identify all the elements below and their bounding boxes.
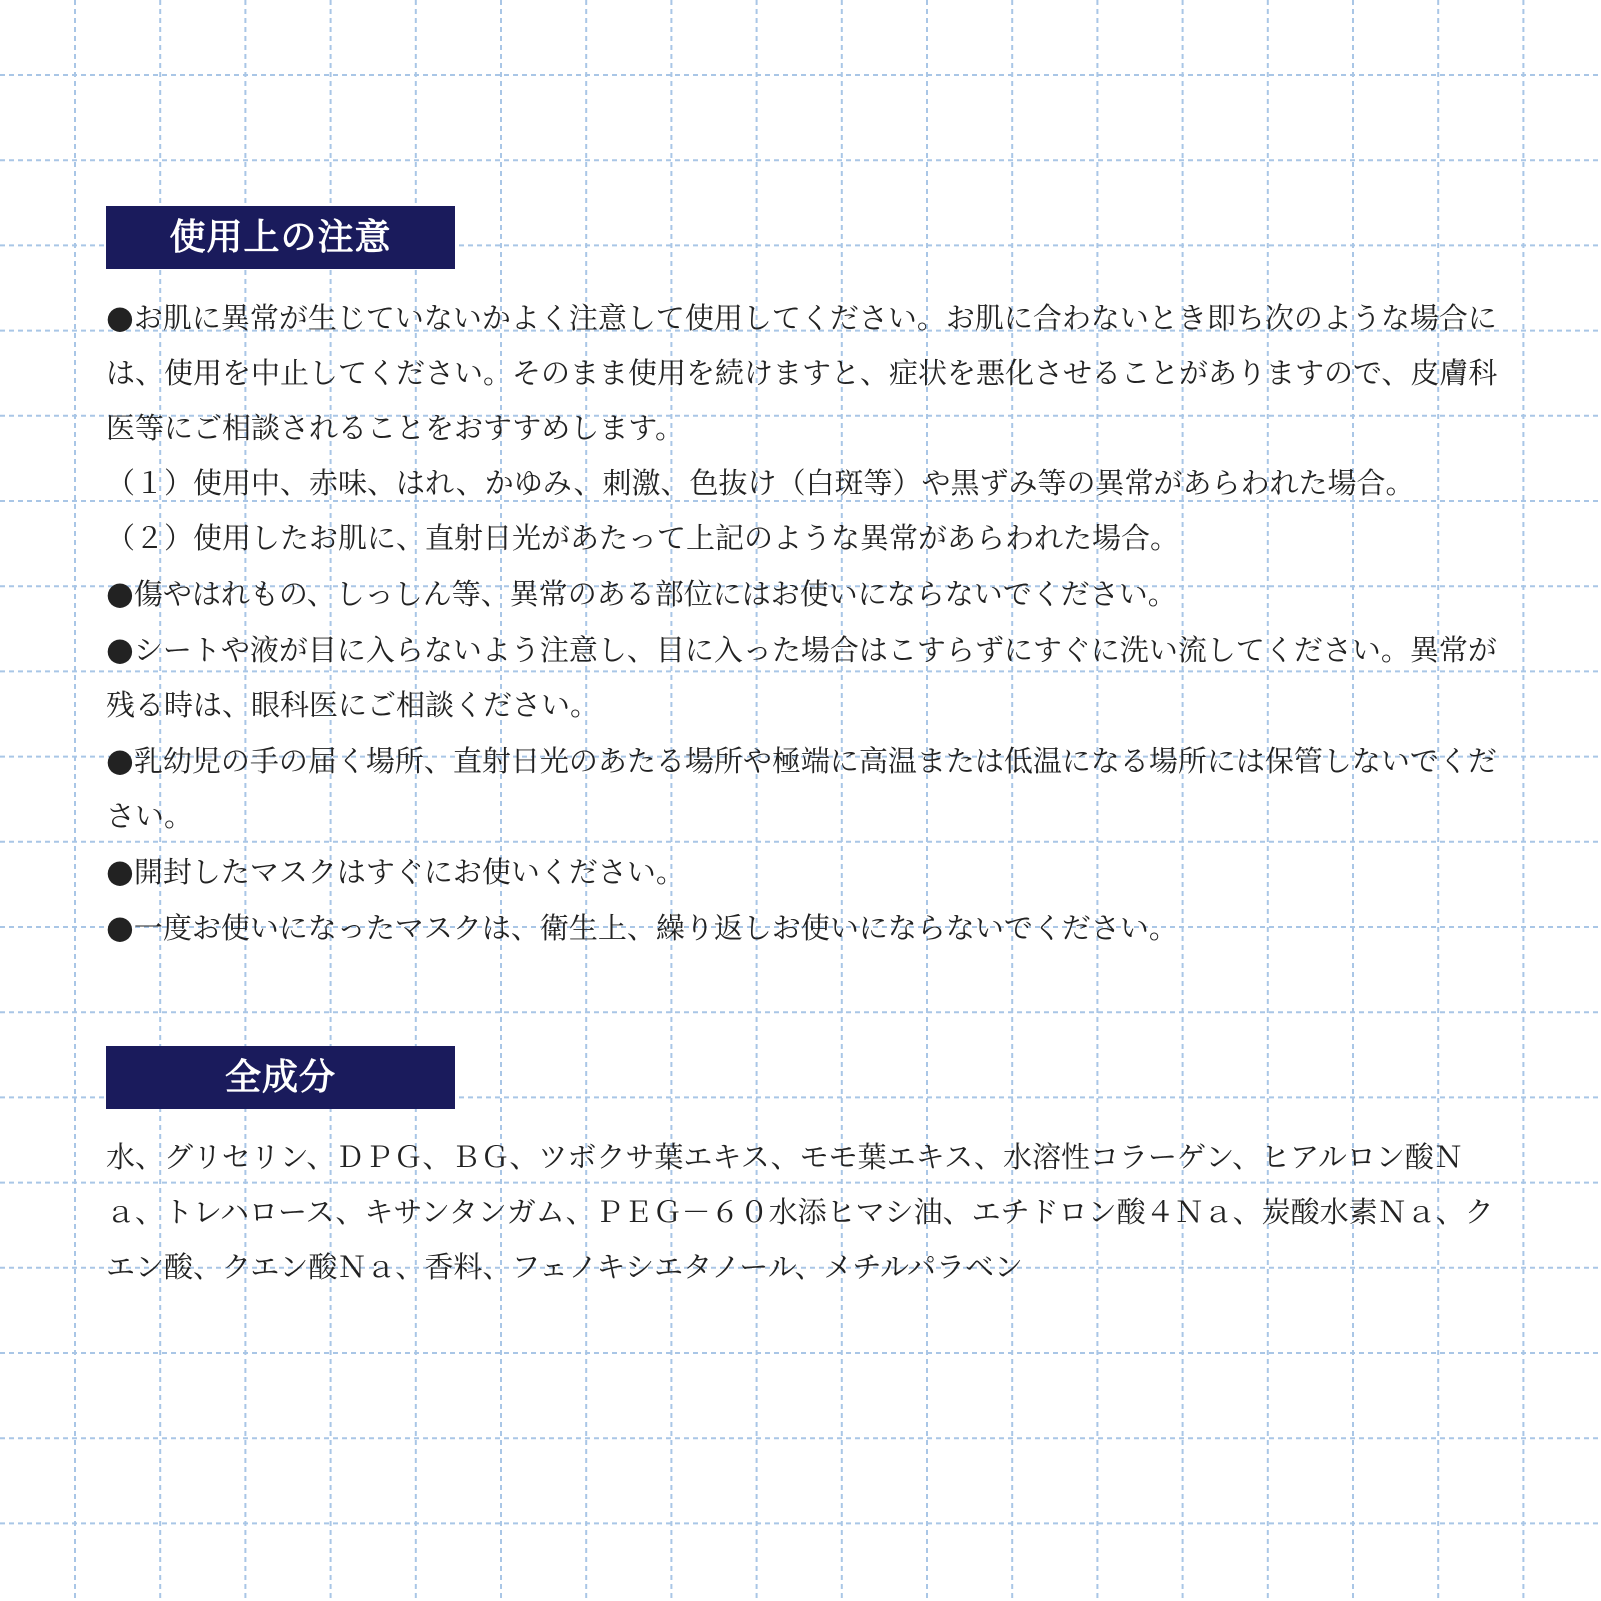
bullet-icon: ● [106,630,134,668]
precaution-text: 開封したマスクはすぐにお使いください。 [133,855,685,889]
precaution-item [106,622,1501,733]
ingredients-list [106,1130,1501,1295]
precaution-text: 傷やはれもの、しっしん等、異常のある部位にはお使いにならないでください。 [133,577,1177,611]
precaution-item [106,900,1501,956]
precaution-text: （１）使用中、赤味、はれ、かゆみ、刺激、色抜け（白斑等）や黒ずみ等の異常があらわれた場合。 [106,466,1415,500]
precaution-item [106,733,1501,844]
precaution-text: 乳幼児の手の届く場所、直射日光のあたる場所や極端に高温または低温になる場所には保管しないでください。 [106,744,1497,833]
precaution-text: シートや液が目に入らないよう注意し、目に入った場合はこすらずにすぐに洗い流してください。異常が残る時は、眼科医にご相談ください。 [106,633,1497,722]
precaution-subitem [106,511,1501,566]
bullet-icon: ● [106,298,134,336]
bullet-icon: ● [106,741,134,779]
precautions-title: 使用上の注意 [106,206,455,269]
precaution-subitem [106,456,1501,511]
precaution-item [106,566,1501,622]
ingredients-title: 全成分 [106,1046,455,1109]
ingredients-text: 水、グリセリン、ＤＰＧ、ＢＧ、ツボクサ葉エキス、モモ葉エキス、水溶性コラーゲン、ヒアルロン酸Ｎａ、トレハロース、キサンタンガム、ＰＥＧ－６０水添ヒマシ油、エチドロン酸４Ｎａ、炭酸水素Ｎａ、クエン酸、クエン酸Ｎａ、香料、フェノキシエタノール、メチルパラベン [106,1140,1494,1284]
bullet-icon: ● [106,852,134,890]
bullet-icon: ● [106,908,134,946]
precaution-text: 一度お使いになったマスクは、衛生上、繰り返しお使いにならないでください。 [133,911,1178,945]
precaution-item [106,844,1501,900]
precaution-text: お肌に異常が生じていないかよく注意して使用してください。お肌に合わないとき即ち次のような場合には、使用を中止してください。そのまま使用を続けますと、症状を悪化させることがありますので、皮膚科医等にご相談されることをおすすめします。 [106,301,1498,445]
bullet-icon: ● [106,574,134,612]
precaution-item [106,290,1501,456]
precaution-text: （２）使用したお肌に、直射日光があたって上記のような異常があらわれた場合。 [106,521,1180,555]
precautions-list [106,290,1501,956]
